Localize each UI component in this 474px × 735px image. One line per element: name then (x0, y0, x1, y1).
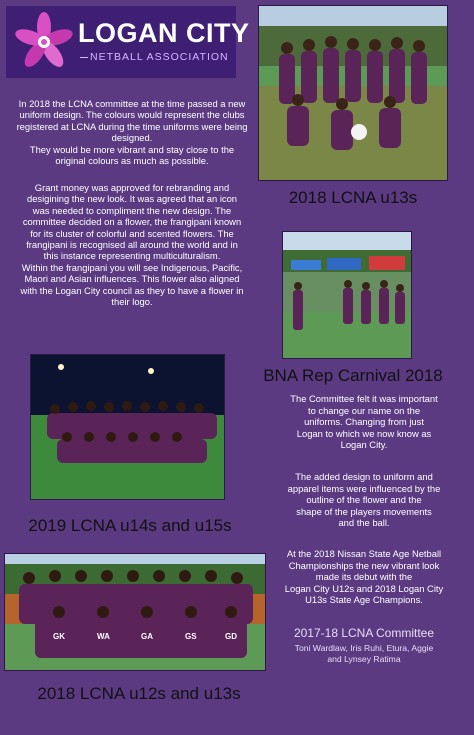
intro-line: with the Logan City council as they to have a flower in (20, 284, 244, 296)
intro-line: this instance representing multiculturalism. (43, 250, 221, 262)
side-line: and the ball. (338, 517, 390, 529)
caption-2018-u12s-u13s: 2018 LCNA u12s and u13s (37, 684, 241, 703)
logo-subtitle (90, 51, 229, 63)
two-team-photo-illustration (5, 554, 266, 671)
design-influence-paragraph (272, 471, 456, 529)
side-line: to change our name on the (307, 404, 421, 416)
bib-label: GS (185, 632, 197, 641)
intro-line: In 2018 the LCNA committee at the time passed a new (18, 98, 246, 109)
committee-names-line: Toni Wardlaw, Iris Ruhi, Etura, Aggie (294, 643, 434, 653)
side-line: Logan City. (340, 439, 388, 451)
bib-label: WA (97, 632, 110, 641)
intro-line: registered at LCNA during the time uniforms were being (16, 120, 248, 132)
intro-paragraph-1 (14, 98, 250, 166)
side-line: At the 2018 Nissan State Age Netball (286, 548, 442, 559)
intro-line: original colours as much as possible. (55, 155, 209, 167)
logo-title: LOGAN CITY (78, 18, 250, 48)
side-line: Championships the new vibrant look (288, 559, 440, 571)
intro-line: uniform design. The colours would represent the clubs (19, 109, 245, 121)
side-line: made its debut with the (315, 571, 413, 583)
team-photo-illustration (259, 6, 448, 181)
intro-line: their logo. (111, 296, 153, 308)
bib-label: GA (141, 632, 153, 641)
bib-label: GD (225, 632, 237, 641)
side-line: The Committee felt it was important (290, 393, 438, 404)
side-line: uniforms. Changing from just (304, 416, 424, 428)
name-change-paragraph (272, 393, 456, 451)
intro-line: Grant money was approved for rebranding and (34, 182, 230, 193)
committee-title: 2017-18 LCNA Committee (293, 626, 435, 640)
side-line: U13s State Age Champions. (305, 594, 423, 606)
side-line: outline of the flower and the (306, 494, 422, 506)
debut-paragraph (272, 548, 456, 606)
intro-line: desigining the new look. It was agreed that an icon (26, 193, 238, 205)
bib-label: GK (53, 632, 65, 641)
side-line: Logan to which we now know as (296, 427, 432, 439)
committee-names-line: and Lynsey Ratima (327, 654, 401, 664)
caption-bna-rep-carnival: BNA Rep Carnival 2018 (263, 366, 443, 385)
night-team-photo-illustration (31, 355, 225, 500)
intro-line: designed. (111, 132, 153, 144)
intro-line: was needed to compliment the new design. The (32, 204, 232, 216)
photo-2019-u14s-u15s (30, 354, 225, 500)
intro-line: for its cluster of colorful and scented flowers. The (30, 227, 234, 239)
logo-divider (80, 57, 88, 58)
carnival-photo-illustration (283, 232, 412, 359)
side-line: Logan City U12s and 2018 Logan City (284, 582, 444, 594)
side-line: The added design to uniform and (295, 471, 433, 482)
intro-line: They would be more vibrant and stay close to the (29, 143, 235, 155)
photo-bna-rep-carnival (282, 231, 412, 359)
caption-2018-u13s: 2018 LCNA u13s (288, 188, 418, 207)
intro-line: Within the frangipani you will see Indigenous, Pacific, (21, 261, 243, 273)
frangipani-flower-icon (14, 12, 74, 72)
intro-line: committee decided on a flower, the frangipani known (22, 216, 242, 228)
photo-2018-u12s-u13s (4, 553, 266, 671)
side-line: apparel items were influenced by the (287, 482, 441, 494)
caption-2019-u14s-u15s: 2019 LCNA u14s and u15s (28, 516, 232, 535)
committee-names (272, 643, 456, 665)
logo-banner (6, 6, 250, 78)
intro-line: frangipani is recognised all around the world and in (26, 239, 238, 251)
side-line: shape of the players movements (296, 505, 432, 517)
intro-line: Maori and Asian influences. This flower also aligned (24, 273, 240, 285)
photo-2018-u13s (258, 5, 448, 181)
intro-paragraph-2 (14, 182, 250, 307)
logo-subtitle-text: NETBALL ASSOCIATION (90, 51, 229, 63)
